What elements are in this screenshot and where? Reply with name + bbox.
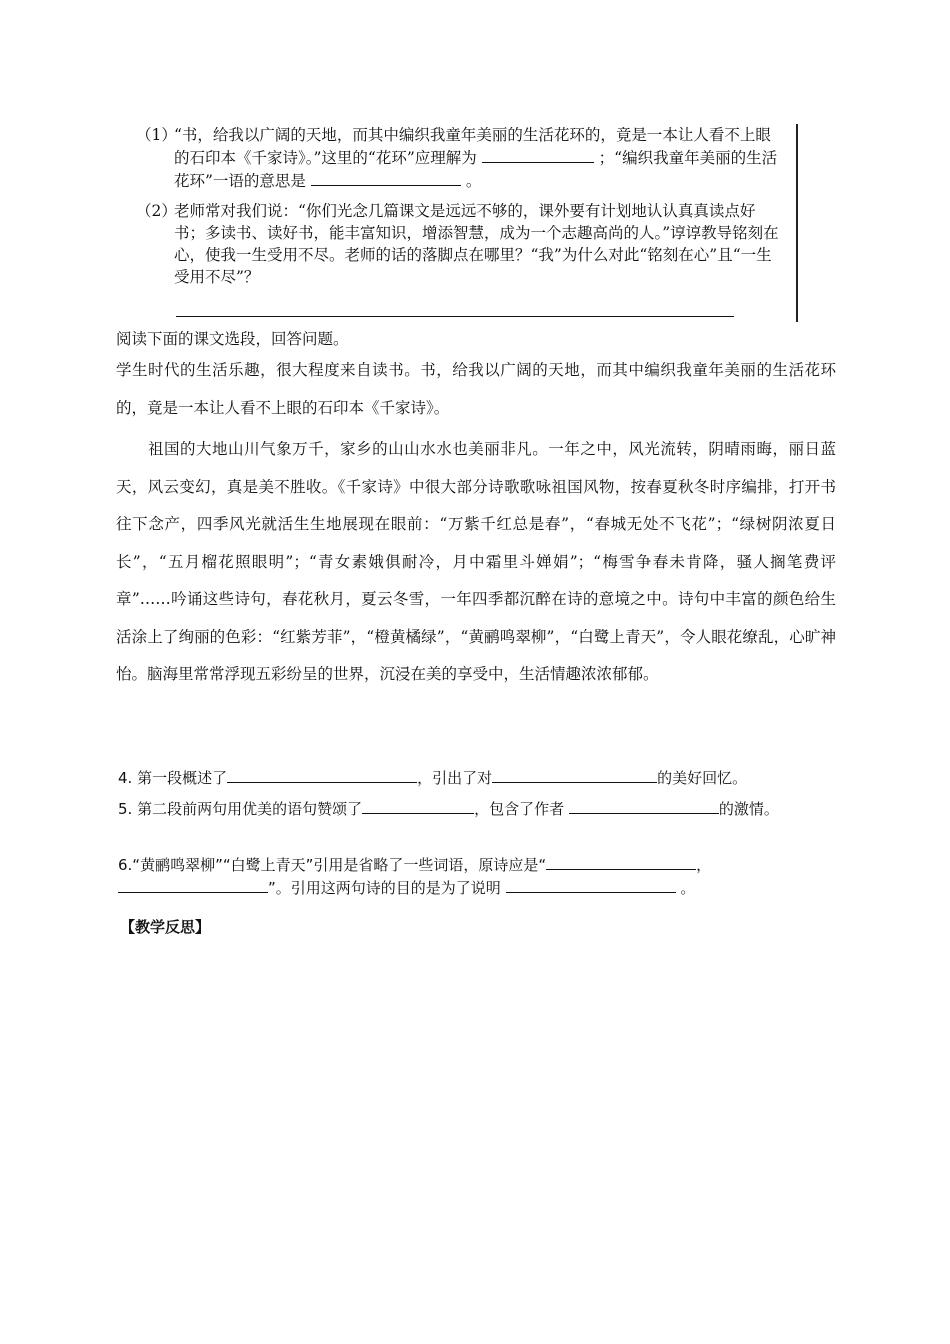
exercise-6-text-a: 6.“黄鹂鸣翠柳”“白鹭上青天”引用是省略了一些词语，原诗应是“: [118, 856, 547, 874]
exercise-5-blank-2[interactable]: [569, 797, 719, 814]
exercise-6-blank-1[interactable]: [546, 853, 696, 870]
exercise-4-text-c: 的美好回忆。: [657, 769, 748, 787]
exercise-6-blank-3[interactable]: [506, 876, 676, 893]
passage-paragraph-2: 祖国的大地山川气象万千，家乡的山山水水也美丽非凡。一年之中，风光流转，阴晴雨晦，丽日蓝天，风云变幻，真是美不胜收。《千家诗》中很大部分诗歌歌咏祖国风物，按春夏秋冬时序编排，打开书往下念产，四季风光就活生生地展现在眼前：“万紫千红总是春”，“春城无处不飞花”；“绿树阴浓夏日长”，“五月榴花照眼明”；“青女素娥俱耐冷，月中霜里斗婵娟”；“梅雪争春未肯降，骚人搁笔费评章”……吟诵这些诗句，春花秋月，夏云冬雪，一年四季都沉醉在诗的意境之中。诗句中丰富的颜色给生活涂上了绚丽的色彩：“红紫芳菲”，“橙黄橘绿”，“黄鹂鸣翠柳”，“白鹭上青天”，令人眼花缭乱，心旷神怡。脑海里常常浮现五彩纷呈的世界，沉浸在美的享受中，生活情趣浓浓郁郁。: [116, 440, 836, 683]
exercise-6-blank-2[interactable]: [118, 876, 268, 893]
question-1-part1: “书，给我以广阔的天地，而其中编织我童年美丽的生活花环的，竟是一本让人看不上眼的石印本《千家诗》。”这里的“花环”应理解为: [174, 126, 771, 167]
question-1-part3: 。: [465, 172, 482, 190]
question-1-text: [174, 124, 784, 192]
exercise-6-text-b: ，: [696, 856, 712, 874]
passage-paragraph-1: 学生时代的生活乐趣，很大程度来自读书。书，给我以广阔的天地，而其中编织我童年美丽的生活花环的，竟是一本让人看不上眼的石印本《千家诗》。: [116, 361, 836, 417]
question-box: [136, 124, 798, 322]
exercise-6-text-d: 。: [680, 879, 696, 897]
exercise-4: [118, 766, 747, 789]
answer-blank-huahuan[interactable]: [482, 146, 594, 163]
exercise-5-text-b: ，包含了作者: [474, 800, 565, 818]
exercise-4-blank-2[interactable]: [492, 766, 657, 783]
exercise-5-text-c: 的激情。: [718, 800, 779, 818]
question-1-number: （1）: [136, 126, 177, 144]
exercise-6: [118, 853, 818, 899]
exercise-5-blank-1[interactable]: [362, 797, 474, 814]
answer-line-question-2[interactable]: [176, 316, 734, 317]
exercise-5: [118, 797, 818, 820]
exercise-4-blank-1[interactable]: [227, 766, 417, 783]
reading-instruction: 阅读下面的课文选段，回答问题。: [116, 330, 349, 348]
exercise-4-text-b: ，引出了对: [417, 769, 493, 787]
question-2-text: 老师常对我们说：“你们光念几篇课文是远远不够的，课外要有计划地认认真真读点好书；多读书、读好书，能丰富知识，增添智慧，成为一个志趣高尚的人。”谆谆教导铭刻在心，使我一生受用不尽。老师的话的落脚点在哪里？“我”为什么对此“铭刻在心”且“一生受用不尽”？: [174, 202, 779, 286]
question-2-number: （2）: [136, 202, 177, 220]
answer-blank-meaning[interactable]: [311, 169, 461, 186]
exercise-5-text-a: 5. 第二段前两句用优美的语句赞颂了: [118, 800, 363, 818]
exercise-4-text-a: 4. 第一段概述了: [118, 769, 228, 787]
teaching-reflection-heading: 【教学反思】: [120, 918, 211, 936]
exercise-6-text-c: ”。引用这两句诗的目的是为了说明: [268, 879, 501, 897]
question-1-part2: ；“编织我童年美丽的生活花环”一语的意思是: [174, 149, 778, 190]
